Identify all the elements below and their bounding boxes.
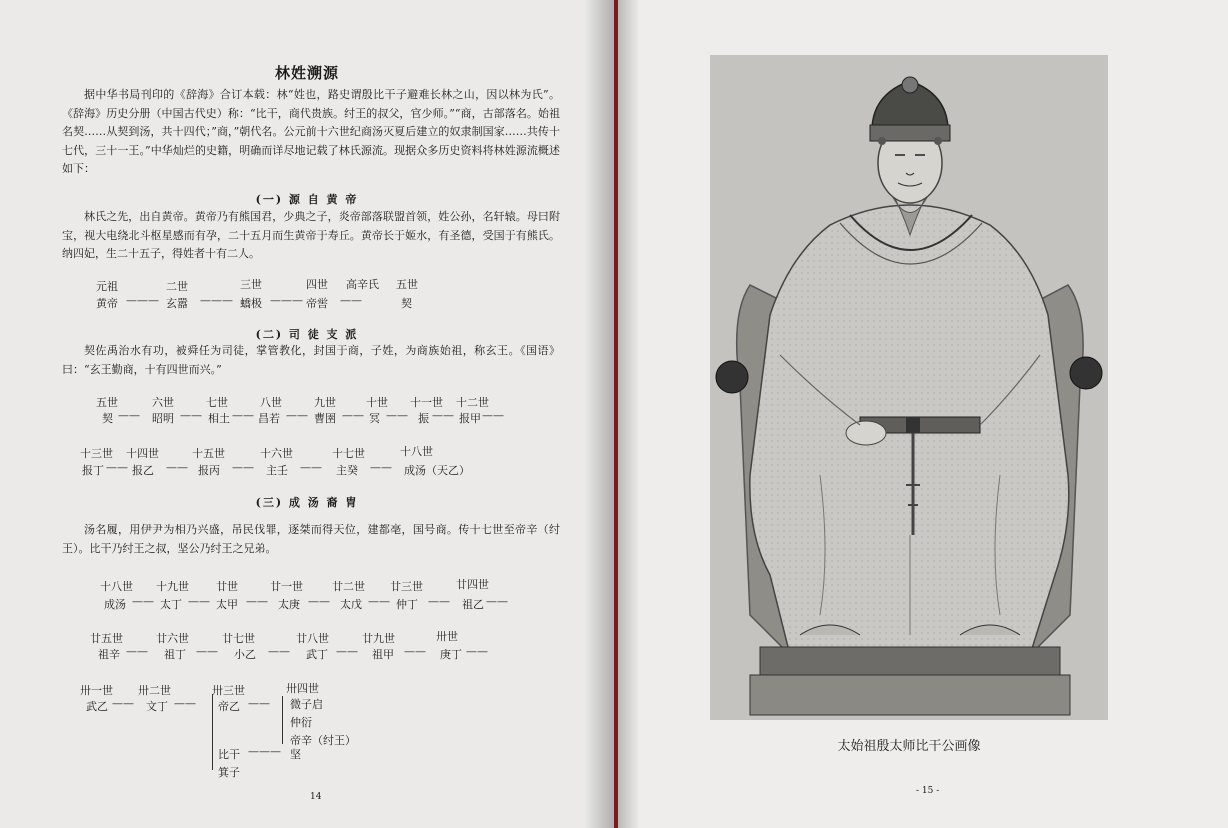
section-3-paragraph [62, 521, 560, 558]
lineage-dash: —— [486, 595, 508, 608]
gen-header: 十六世 [260, 447, 293, 460]
gen-header: 廿五世 [90, 632, 123, 645]
gen-name: 坚 [290, 748, 301, 761]
gen-name: 黄帝 [96, 297, 118, 310]
gen-name: 主壬 [266, 464, 288, 477]
gen-header: 廿一世 [270, 580, 303, 593]
gen-header: 五世 [96, 396, 118, 409]
gen-name: 祖甲 [372, 648, 394, 661]
lineage-dash: —— [268, 645, 290, 658]
lineage-dash: —— [196, 645, 218, 658]
gen-header: 廿四世 [456, 578, 489, 591]
gen-header: 十三世 [80, 447, 113, 460]
gen-header: 廿三世 [390, 580, 423, 593]
section-2-paragraph [62, 342, 560, 379]
gen-name: 武丁 [306, 648, 328, 661]
lineage-bracket [212, 694, 213, 770]
gen-name: 比干 [218, 748, 240, 761]
section-heading-3: (三) 成 汤 裔 胄 [255, 496, 359, 509]
gen-name: 太丁 [160, 598, 182, 611]
section-heading-2: (二) 司 徒 支 派 [255, 328, 359, 341]
gen-header: 七世 [206, 396, 228, 409]
gen-name: 祖丁 [164, 648, 186, 661]
gen-name: 文丁 [146, 700, 168, 713]
gen-header: 十七世 [332, 447, 365, 460]
gen-name: 报丁 [82, 464, 104, 477]
gen-header: 十八世 [100, 580, 133, 593]
portrait-drawing [710, 55, 1108, 720]
gen-header: 卅二世 [138, 684, 171, 697]
gen-name: 太甲 [216, 598, 238, 611]
gen-header: 廿六世 [156, 632, 189, 645]
gen-name: 小乙 [234, 648, 256, 661]
lineage-dash: —— [180, 409, 202, 422]
lineage-dash: —— [112, 697, 134, 710]
gen-header: 十五世 [192, 447, 225, 460]
lineage-dash: —— [432, 409, 454, 422]
gen-name: 帝喾 [306, 297, 328, 310]
gen-header: 二世 [166, 280, 188, 293]
lineage-dash: —— [246, 595, 268, 608]
gen-name: 契 [401, 297, 412, 310]
lineage-dash: —— [466, 645, 488, 658]
gen-header: 十九世 [156, 580, 189, 593]
lineage-dash: —— [118, 409, 140, 422]
lineage-dash: —— [336, 645, 358, 658]
gen-header: 廿八世 [296, 632, 329, 645]
gen-name: 蟜极 [240, 297, 262, 310]
gen-name: 成汤 [104, 598, 126, 611]
gen-header: 三世 [240, 278, 262, 291]
gen-header: 廿七世 [222, 632, 255, 645]
lineage-dash: —— [428, 595, 450, 608]
lineage-dash: —— [368, 595, 390, 608]
gen-header: 廿九世 [362, 632, 395, 645]
lineage-dash: ——— [126, 294, 159, 307]
gen-name: 祖辛 [98, 648, 120, 661]
right-page [618, 0, 1228, 828]
gen-header: 卅一世 [80, 684, 113, 697]
gen-header: 五世 [396, 278, 418, 291]
lineage-dash: —— [342, 409, 364, 422]
gen-name: 相土 [208, 412, 230, 425]
lineage-dash: —— [286, 409, 308, 422]
gen-name: 太戊 [340, 598, 362, 611]
gen-header: 十一世 [410, 396, 443, 409]
lineage-dash: —— [404, 645, 426, 658]
portrait-caption: 太始祖殷太师比干公画像 [837, 739, 981, 754]
section-1-text: 林氏之先，出自黄帝。黄帝乃有熊国君，少典之子，炎帝部落联盟首领，姓公孙，名轩辕。母曰附宝，视大电绕北斗枢星感而有孕，二十五月而生黄帝于寿丘。黄帝长于姬水，有圣德，受国于有熊氏。纳四妃，生二十五子，得姓者十有二人。 [62, 210, 560, 260]
gen-header: 卅三世 [212, 684, 245, 697]
lineage-dash: —— [166, 461, 188, 474]
portrait-image [710, 55, 1108, 720]
gen-header: 廿世 [216, 580, 238, 593]
gen-header: 高辛氏 [346, 278, 379, 291]
lineage-dash: —— [188, 595, 210, 608]
gen-header: 四世 [306, 278, 328, 291]
gen-name: 冥 [369, 412, 380, 425]
gen-header: 十世 [366, 396, 388, 409]
gutter-shadow [584, 0, 614, 828]
gen-name: 报甲 [459, 412, 481, 425]
lineage-dash: —— [232, 461, 254, 474]
gen-header: 十八世 [400, 445, 433, 458]
lineage-dash: —— [308, 595, 330, 608]
gen-name: 仲丁 [396, 598, 418, 611]
lineage-dash: —— [106, 461, 128, 474]
gen-name: 帝乙 [218, 700, 240, 713]
gen-name: 太庚 [278, 598, 300, 611]
intro-paragraph [62, 86, 560, 179]
lineage-dash: —— [232, 409, 254, 422]
gen-header: 元祖 [96, 280, 118, 293]
gen-name: 帝辛（纣王） [290, 734, 356, 747]
gen-header: 卅四世 [286, 682, 319, 695]
page-title: 林姓溯源 [274, 64, 339, 82]
section-heading-1: (一) 源 自 黄 帝 [255, 193, 359, 206]
section-2-text: 契佐禹治水有功，被舜任为司徒，掌管教化，封国于商，子姓，为商族始祖，称玄王。《国语》曰：“玄王勤商，十有四世而兴。” [62, 344, 560, 376]
gen-header: 廿二世 [332, 580, 365, 593]
gen-header: 九世 [314, 396, 336, 409]
gen-name: 主癸 [336, 464, 358, 477]
gen-name: 昌若 [258, 412, 280, 425]
page-number-right: - 15 - [916, 786, 940, 796]
intro-text: 据中华书局刊印的《辞海》合订本载：林“姓也，路史谓殷比干子避难长林之山，因以林为氏”。《辞海》历史分册（中国古代史）称：“比干，商代贵族。纣王的叔父，官少师。”“商，古部落名。始祖名契……从契到汤，共十四代；”商，”朝代名。公元前十六世纪商汤灭夏后建立的奴隶制国家……共传十七代，三十一王。”中华灿烂的史籍，明确而详尽地记载了林氏源流。现据众多历史资料将林姓源流概述如下： [62, 88, 560, 175]
lineage-dash: ——— [270, 294, 303, 307]
gen-header: 八世 [260, 396, 282, 409]
lineage-dash: —— [174, 697, 196, 710]
gen-name: 报乙 [132, 464, 154, 477]
gen-name: 成汤（天乙） [404, 464, 470, 477]
gen-name: 箕子 [218, 766, 240, 779]
gen-header: 六世 [152, 396, 174, 409]
section-1-paragraph [62, 208, 560, 264]
lineage-dash: —— [482, 409, 504, 422]
lineage-dash: ——— [200, 294, 233, 307]
gen-name: 玄嚣 [166, 297, 188, 310]
section-3-text: 汤名履，用伊尹为相乃兴盛，吊民伐罪，逐桀而得天位，建都亳，国号商。传十七世至帝辛（纣王）。比干乃纣王之叔，坚公乃纣王之兄弟。 [62, 523, 560, 555]
lineage-dash: —— [248, 697, 270, 710]
gen-name: 武乙 [86, 700, 108, 713]
lineage-dash: —— [132, 595, 154, 608]
gen-name: 祖乙 [462, 598, 484, 611]
gen-header: 十二世 [456, 396, 489, 409]
lineage-dash: —— [340, 294, 362, 307]
gen-header: 卅世 [436, 630, 458, 643]
gen-name: 曹圉 [314, 412, 336, 425]
lineage-dash: —— [386, 409, 408, 422]
lineage-bracket [282, 696, 283, 744]
gen-name: 振 [418, 412, 429, 425]
page-number-left: 14 [310, 792, 322, 802]
gutter-shadow [618, 0, 640, 828]
lineage-dash: —— [370, 461, 392, 474]
lineage-dash: —— [300, 461, 322, 474]
gen-name: 微子启 [290, 698, 323, 711]
gen-name: 仲衍 [290, 716, 312, 729]
gen-name: 报丙 [198, 464, 220, 477]
gen-name: 昭明 [152, 412, 174, 425]
gen-name: 庚丁 [440, 648, 462, 661]
gen-header: 十四世 [126, 447, 159, 460]
gen-name: 契 [102, 412, 113, 425]
lineage-dash: ——— [248, 745, 281, 758]
lineage-dash: —— [126, 645, 148, 658]
